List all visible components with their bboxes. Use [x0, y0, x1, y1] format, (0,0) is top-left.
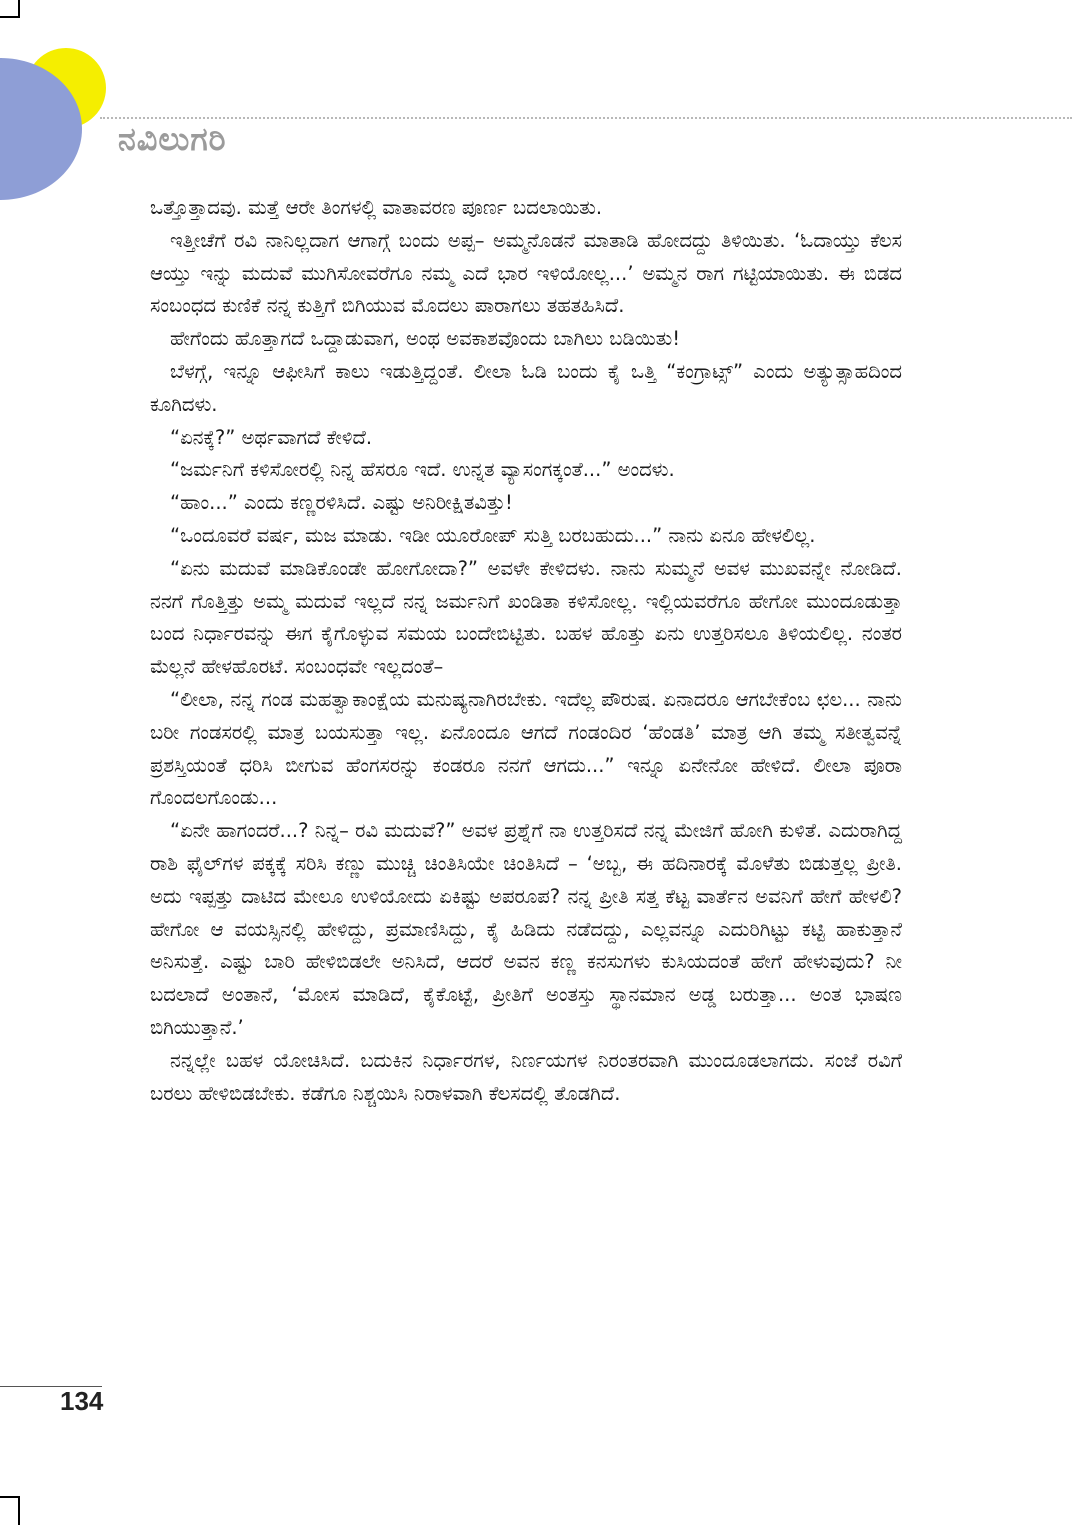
header-dotted-rule [100, 117, 1072, 119]
paragraph: “ಹಾಂ...” ಎಂದು ಕಣ್ಣರಳಿಸಿದೆ. ಎಷ್ಟು ಅನಿರೀಕ್ಷಿತವಿತ್ತು! [170, 491, 513, 515]
paragraph: ಬೆಳಗ್ಗೆ, ಇನ್ನೂ ಆಫೀಸಿಗೆ ಕಾಲು ಇಡುತ್ತಿದ್ದಂತೆ. ಲೀಲಾ ಓಡಿ ಬಂದು ಕೈ ಒತ್ತಿ “ಕಂಗ್ರಾಟ್ಸ್” ಎಂದು ಅತ್ಯುತ್ಸಾಹದಿಂದ ಕೂಗಿದಳು. [150, 359, 902, 416]
crop-mark-bottom-left-vertical [18, 1496, 20, 1525]
blue-circle-overlay [0, 58, 82, 200]
body-text [150, 192, 902, 1110]
running-header-title: ನವಿಲುಗರಿ [118, 120, 227, 158]
paragraph: ಹೇಗೆಂದು ಹೊತ್ತಾಗದೆ ಒದ್ದಾಡುವಾಗ, ಅಂಥ ಅವಕಾಶವೊಂದು ಬಾಗಿಲು ಬಡಿಯಿತು! [170, 327, 681, 351]
paragraph: “ಒಂದೂವರೆ ವರ್ಷ, ಮಜ ಮಾಡು. ಇಡೀ ಯೂರೋಪ್ ಸುತ್ತಿ ಬರಬಹುದು...” ನಾನು ಏನೂ ಹೇಳಲಿಲ್ಲ. [170, 523, 816, 547]
paragraph: “ಏನು ಮದುವೆ ಮಾಡಿಕೊಂಡೇ ಹೋಗೋದಾ?” ಅವಳೇ ಕೇಳಿದಳು. ನಾನು ಸುಮ್ಮನೆ ಅವಳ ಮುಖವನ್ನೇ ನೋಡಿದೆ. ನನಗೆ ಗೊತ್ತಿತ್ತು ಅಮ್ಮ ಮದುವೆ ಇಲ್ಲದೆ ನನ್ನ ಜರ್ಮನಿಗೆ ಖಂಡಿತಾ ಕಳಿಸೋಲ್ಲ. ಇಲ್ಲಿಯವರೆಗೂ ಹೇಗೋ ಮುಂದೂಡುತ್ತಾ ಬಂದ ನಿರ್ಧಾರವನ್ನು ಈಗ ಕೈಗೊಳ್ಳುವ ಸಮಯ ಬಂದೇಬಿಟ್ಟಿತು. ಬಹಳ ಹೊತ್ತು ಏನು ಉತ್ತರಿಸಲೂ ತಿಳಿಯಲಿಲ್ಲ. ನಂತರ ಮೆಲ್ಲನೆ ಹೇಳಹೊರಟೆ. ಸಂಬಂಧವೇ ಇಲ್ಲದಂತೆ– [150, 556, 902, 679]
paragraph: ಇತ್ತೀಚೆಗೆ ರವಿ ನಾನಿಲ್ಲದಾಗ ಆಗಾಗ್ಗೆ ಬಂದು ಅಪ್ಪ– ಅಮ್ಮನೊಡನೆ ಮಾತಾಡಿ ಹೋದದ್ದು ತಿಳಿಯಿತು. ‘ಓದಾಯ್ತು ಕೆಲಸ ಆಯ್ತು ಇನ್ನು ಮದುವೆ ಮುಗಿಸೋವರೆಗೂ ನಮ್ಮ ಎದೆ ಭಾರ ಇಳಿಯೋಲ್ಲ...’ ಅಮ್ಮನ ರಾಗ ಗಟ್ಟಿಯಾಯಿತು. ಈ ಬಿಡದ ಸಂಬಂಧದ ಕುಣಿಕೆ ನನ್ನ ಕುತ್ತಿಗೆ ಬಿಗಿಯುವ ಮೊದಲು ಪಾರಾಗಲು ತಹತಹಿಸಿದೆ. [150, 228, 902, 318]
paragraph: “ಜರ್ಮನಿಗೆ ಕಳಿಸೋರಲ್ಲಿ ನಿನ್ನ ಹೆಸರೂ ಇದೆ. ಉನ್ನತ ವ್ಯಾಸಂಗಕ್ಕಂತೆ...” ಅಂದಳು. [170, 458, 675, 482]
page-number: 134 [60, 1386, 104, 1416]
crop-mark-bottom-left-horizontal [0, 1496, 20, 1498]
paragraph: ನನ್ನಲ್ಲೇ ಬಹಳ ಯೋಚಿಸಿದೆ. ಬದುಕಿನ ನಿರ್ಧಾರಗಳ, ನಿರ್ಣಯಗಳ ನಿರಂತರವಾಗಿ ಮುಂದೂಡಲಾಗದು. ಸಂಜೆ ರವಿಗೆ ಬರಲು ಹೇಳಿಬಿಡಬೇಕು. ಕಡೆಗೂ ನಿಶ್ಚಯಿಸಿ ನಿರಾಳವಾಗಿ ಕೆಲಸದಲ್ಲಿ ತೊಡಗಿದೆ. [150, 1048, 902, 1105]
paragraph: “ಏನೇ ಹಾಗಂದರೆ...? ನಿನ್ನ– ರವಿ ಮದುವೆ?” ಅವಳ ಪ್ರಶ್ನೆಗೆ ನಾ ಉತ್ತರಿಸದೆ ನನ್ನ ಮೇಜಿಗೆ ಹೋಗಿ ಕುಳಿತೆ. ಎದುರಾಗಿದ್ದ ರಾಶಿ ಫೈಲ್‌ಗಳ ಪಕ್ಕಕ್ಕೆ ಸರಿಸಿ ಕಣ್ಣು ಮುಚ್ಚಿ ಚಿಂತಿಸಿಯೇ ಚಿಂತಿಸಿದೆ – ‘ಅಬ್ಬ, ಈ ಹದಿನಾರಕ್ಕೆ ಮೊಳೆತು ಬಿಡುತ್ತಲ್ಲ ಪ್ರೀತಿ. ಅದು ಇಪ್ಪತ್ತು ದಾಟಿದ ಮೇಲೂ ಉಳಿಯೋದು ಏಕಿಷ್ಟು ಅಪರೂಪ? ನನ್ನ ಪ್ರೀತಿ ಸತ್ತ ಕೆಟ್ಟ ವಾರ್ತೆನ ಅವನಿಗೆ ಹೇಗೆ ಹೇಳಲಿ? ಹೇಗೋ ಆ ವಯಸ್ಸಿನಲ್ಲಿ ಹೇಳಿದ್ದು, ಪ್ರಮಾಣಿಸಿದ್ದು, ಕೈ ಹಿಡಿದು ನಡೆದದ್ದು, ಎಲ್ಲವನ್ನೂ ಎದುರಿಗಿಟ್ಟು ಕಟ್ಟಿ ಹಾಕುತ್ತಾನೆ ಅನಿಸುತ್ತೆ. ಎಷ್ಟು ಬಾರಿ ಹೇಳಿಬಿಡಲೇ ಅನಿಸಿದೆ, ಆದರೆ ಅವನ ಕಣ್ಣ ಕನಸುಗಳು ಕುಸಿಯದಂತೆ ಹೇಗೆ ಹೇಳುವುದು? ನೀ ಬದಲಾದೆ ಅಂತಾನೆ, ‘ಮೋಸ ಮಾಡಿದೆ, ಕೈಕೊಟ್ಟೆ, ಪ್ರೀತಿಗೆ ಅಂತಸ್ತು ಸ್ಥಾನಮಾನ ಅಡ್ಡ ಬರುತ್ತಾ... ಅಂತ ಭಾಷಣ ಬಿಗಿಯುತ್ತಾನೆ.’ [150, 819, 902, 1039]
crop-mark-top-left-horizontal [0, 16, 20, 18]
paragraph: “ಲೀಲಾ, ನನ್ನ ಗಂಡ ಮಹತ್ವಾಕಾಂಕ್ಷೆಯ ಮನುಷ್ಯನಾಗಿರಬೇಕು. ಇದೆಲ್ಲ ಪೌರುಷ. ಏನಾದರೂ ಆಗಬೇಕೆಂಬ ಛಲ... ನಾನು ಬರೀ ಗಂಡಸರಲ್ಲಿ ಮಾತ್ರ ಬಯಸುತ್ತಾ ಇಲ್ಲ. ಏನೊಂದೂ ಆಗದೆ ಗಂಡಂದಿರ ‘ಹೆಂಡತಿ’ ಮಾತ್ರ ಆಗಿ ತಮ್ಮ ಸತೀತ್ವವನ್ನೆ ಪ್ರಶಸ್ತಿಯಂತೆ ಧರಿಸಿ ಬೀಗುವ ಹೆಂಗಸರನ್ನು ಕಂಡರೂ ನನಗೆ ಆಗದು...” ಇನ್ನೂ ಏನೇನೋ ಹೇಳಿದೆ. ಲೀಲಾ ಪೂರಾ ಗೊಂದಲಗೊಂಡು... [150, 687, 902, 810]
paragraph: ಒತ್ತೊತ್ತಾದವು. ಮತ್ತೆ ಆರೇ ತಿಂಗಳಲ್ಲಿ ವಾತಾವರಣ ಪೂರ್ಣ ಬದಲಾಯಿತು. [150, 196, 603, 219]
paragraph: “ಏನಕ್ಕೆ?” ಅರ್ಥವಾಗದೆ ಕೇಳಿದೆ. [170, 425, 373, 449]
